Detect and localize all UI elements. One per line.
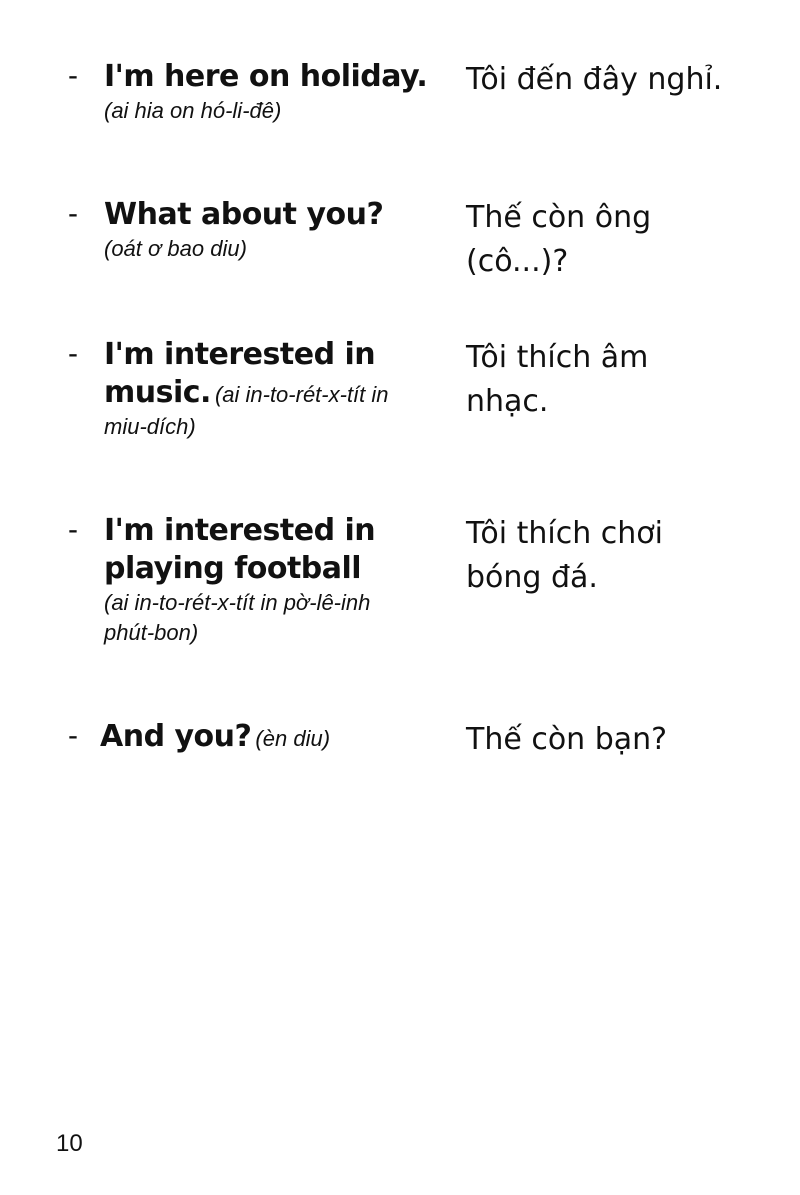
english-phrase: I'm here on holiday. xyxy=(104,59,428,94)
pronunciation: (oát ơ bao diu) xyxy=(104,236,247,261)
vietnamese-translation: Thế còn bạn? xyxy=(466,722,668,757)
pronunciation: (ai in-to-rét-x-tít in miu-dích) xyxy=(104,382,389,439)
pronunciation: (ai in-to-rét-x-tít in pờ-lê-inh phút-bon) xyxy=(104,590,371,645)
english-block xyxy=(104,196,444,264)
english-block xyxy=(104,58,444,126)
english-phrase: What about you? xyxy=(104,197,384,232)
bullet-dash: - xyxy=(68,719,78,752)
pronunciation: (ai hia on hó-li-đê) xyxy=(104,98,282,123)
bullet-dash: - xyxy=(68,197,78,230)
pronunciation: (èn diu) xyxy=(255,726,331,751)
vietnamese-translation: Tôi thích chơi bóng đá. xyxy=(466,516,663,595)
vietnamese-translation: Tôi thích âm nhạc. xyxy=(466,340,649,419)
english-phrase: I'm interested in playing football xyxy=(104,513,376,586)
english-phrase: I'm interested in music. xyxy=(104,337,376,410)
english-phrase: And you? xyxy=(100,719,252,754)
bullet-dash: - xyxy=(68,59,78,92)
bullet-dash: - xyxy=(68,337,78,370)
bullet-dash: - xyxy=(68,513,78,546)
vietnamese-translation: Tôi đến đây nghỉ. xyxy=(466,62,723,97)
page-number: 10 xyxy=(56,1130,83,1157)
english-inline xyxy=(104,336,434,442)
english-block xyxy=(104,336,434,442)
english-block xyxy=(100,718,460,756)
english-block xyxy=(104,512,404,648)
vietnamese-translation: Thế còn ông (cô...)? xyxy=(466,200,652,279)
